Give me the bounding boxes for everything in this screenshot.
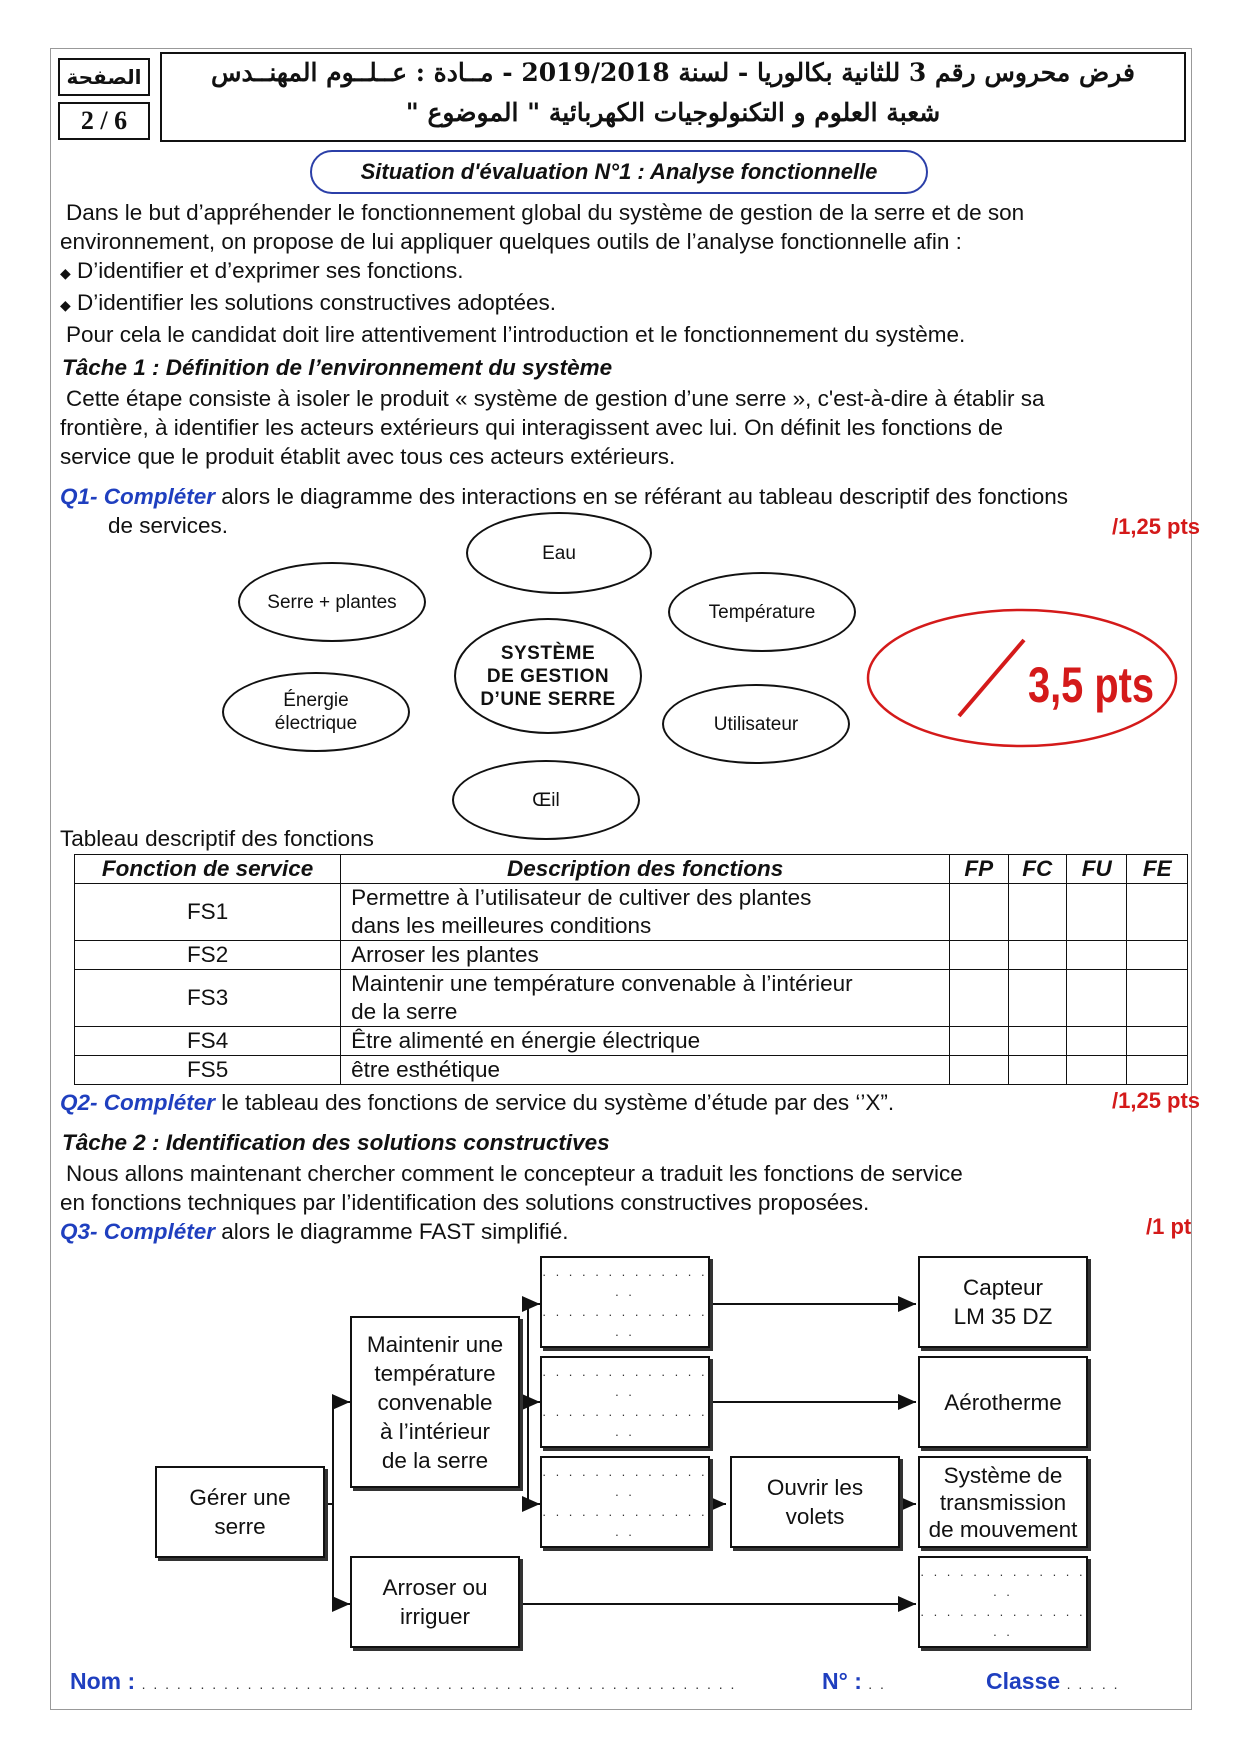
task1-line: frontière, à identifier les acteurs extérieurs qui interagissent avec lui. On définit les fonctions de bbox=[60, 415, 1003, 440]
box-label: Gérer une bbox=[189, 1485, 291, 1510]
header-title-line1: فرض محروس رقم 3 للثانية بكالوريا - لسنة 2019/2018 - مــادة : عــلــوم المهنــدس bbox=[211, 58, 1135, 87]
page-number: 2 / 6 bbox=[58, 102, 150, 140]
box-label: Ouvrir les bbox=[766, 1475, 864, 1500]
fast-blank-function-2[interactable] bbox=[540, 1356, 710, 1448]
box-label: serre bbox=[214, 1514, 266, 1539]
task2-line: en fonctions techniques par l’identification des solutions constructives proposées. bbox=[60, 1190, 870, 1215]
fs-id: FS1 bbox=[75, 884, 341, 941]
blank-line: . . . . . . . . . . . . . . . bbox=[542, 1304, 708, 1339]
q3-text: alors le diagramme FAST simplifié. bbox=[221, 1219, 569, 1244]
box-label: volets bbox=[785, 1504, 845, 1529]
page-label: الصفحة bbox=[58, 58, 150, 96]
blank-line: . . . . . . . . . . . . . . . bbox=[920, 1604, 1086, 1639]
box-label: Maintenir une bbox=[366, 1331, 504, 1357]
box-label: convenable bbox=[377, 1389, 493, 1415]
box-label: à l’intérieur bbox=[379, 1418, 491, 1444]
box-label: de la serre bbox=[381, 1447, 489, 1473]
fast-heater bbox=[918, 1356, 1088, 1448]
actor-label: Température bbox=[708, 601, 816, 623]
q1-text-line2: de services. bbox=[108, 513, 229, 538]
box-label: Système de bbox=[943, 1462, 1063, 1488]
box-label: Arroser ou bbox=[382, 1575, 488, 1600]
bullet-text: D’identifier les solutions constructives adoptées. bbox=[77, 290, 557, 315]
system-label: SYSTÈME bbox=[500, 642, 596, 664]
column-header: Description des fonctions bbox=[341, 855, 950, 884]
desc-line: Maintenir une température convenable à l’intérieur bbox=[351, 971, 853, 996]
task2-title: Tâche 2 : Identification des solutions constructives bbox=[62, 1130, 610, 1155]
column-header: FE bbox=[1127, 855, 1188, 884]
fast-blank-function-1[interactable] bbox=[540, 1256, 710, 1348]
q2-points: /1,25 pts bbox=[1112, 1088, 1201, 1113]
q3-label: Q3- Compléter bbox=[60, 1219, 216, 1244]
fs-id: FS5 bbox=[75, 1056, 341, 1085]
fast-water bbox=[350, 1556, 520, 1648]
actor-label: électrique bbox=[274, 713, 358, 734]
bullet-icon: ◆ bbox=[60, 265, 71, 281]
nom-field[interactable]: . . . . . . . . . . . . . . . . . . . . . . . . . . . . . . . . . . . . . . . . . . . . . . . . . . . bbox=[141, 1676, 737, 1692]
bullet-icon: ◆ bbox=[60, 297, 71, 313]
bullet-text: D’identifier et d’exprimer ses fonctions. bbox=[77, 258, 464, 283]
q2-text: le tableau des fonctions de service du système d’étude par des ‘’X”. bbox=[221, 1090, 895, 1115]
actor-label: Énergie bbox=[283, 690, 349, 711]
stamp-text: 3,5 pts bbox=[1028, 657, 1154, 713]
situation-title: Situation d'évaluation N°1 : Analyse fonctionnelle bbox=[310, 150, 928, 194]
task1-line: service que le produit établit avec tous ces acteurs extérieurs. bbox=[60, 444, 676, 469]
box-label: Aérotherme bbox=[944, 1389, 1062, 1415]
footer-numero[interactable] bbox=[822, 1668, 886, 1695]
fs-description: Être alimenté en énergie électrique bbox=[341, 1027, 950, 1056]
fs-description: Arroser les plantes bbox=[341, 941, 950, 970]
fast-transmission bbox=[918, 1456, 1088, 1548]
footer-nom[interactable] bbox=[70, 1668, 736, 1695]
blank-line: . . . . . . . . . . . . . . . bbox=[542, 1504, 708, 1539]
column-header: FC bbox=[1008, 855, 1066, 884]
fast-maintain-temperature bbox=[350, 1316, 520, 1488]
fast-blank-solution[interactable] bbox=[918, 1556, 1088, 1648]
system-label: DE GESTION bbox=[486, 665, 610, 687]
column-header: FU bbox=[1067, 855, 1127, 884]
box-label: de mouvement bbox=[928, 1516, 1078, 1542]
fast-sensor bbox=[918, 1256, 1088, 1348]
num-label: N° : bbox=[822, 1668, 862, 1694]
box-label: LM 35 DZ bbox=[953, 1304, 1053, 1329]
nom-label: Nom : bbox=[70, 1668, 136, 1694]
blank-line: . . . . . . . . . . . . . . . bbox=[920, 1564, 1086, 1599]
fast-blank-function-3[interactable] bbox=[540, 1456, 710, 1548]
actor-label: Utilisateur bbox=[713, 713, 799, 735]
num-field[interactable]: . . bbox=[868, 1676, 886, 1692]
fs-id: FS3 bbox=[75, 970, 341, 1027]
system-label: D’UNE SERRE bbox=[480, 688, 616, 710]
blank-line: . . . . . . . . . . . . . . . bbox=[542, 1364, 708, 1399]
box-label: transmission bbox=[939, 1489, 1067, 1515]
fs-description: être esthétique bbox=[341, 1056, 950, 1085]
table-caption: Tableau descriptif des fonctions bbox=[60, 826, 374, 851]
fast-root bbox=[155, 1466, 325, 1558]
footer-classe[interactable] bbox=[986, 1668, 1120, 1695]
intro-line: environnement, on propose de lui appliquer quelques outils de l’analyse fonctionnelle afin : bbox=[60, 229, 962, 254]
task1-line: Cette étape consiste à isoler le produit « système de gestion d’une serre », c'est-à-dire à établir sa bbox=[66, 386, 1045, 411]
q1-points: /1,25 pts bbox=[1112, 514, 1201, 539]
intro-line: Pour cela le candidat doit lire attentivement l’introduction et le fonctionnement du système. bbox=[66, 322, 966, 347]
blank-line: . . . . . . . . . . . . . . . bbox=[542, 1464, 708, 1499]
column-header: Fonction de service bbox=[75, 855, 341, 884]
desc-line: Permettre à l’utilisateur de cultiver des plantes bbox=[351, 885, 812, 910]
box-label: irriguer bbox=[399, 1604, 470, 1629]
q3-points: /1 pt bbox=[1146, 1214, 1192, 1239]
q1-label: Q1- Compléter bbox=[60, 484, 216, 509]
task1-title: Tâche 1 : Définition de l’environnement du système bbox=[62, 355, 613, 380]
fs-id: FS4 bbox=[75, 1027, 341, 1056]
classe-field[interactable]: . . . . . bbox=[1066, 1676, 1120, 1692]
classe-label: Classe bbox=[986, 1668, 1061, 1694]
fs-id: FS2 bbox=[75, 941, 341, 970]
desc-line: de la serre bbox=[351, 999, 458, 1024]
q2-label: Q2- Compléter bbox=[60, 1090, 216, 1115]
header-title-line2: شعبة العلوم و التكنولوجيات الكهربائية " الموضوع " bbox=[405, 98, 941, 127]
actor-label: Œil bbox=[532, 789, 560, 811]
box-label: température bbox=[374, 1360, 496, 1386]
blank-line: . . . . . . . . . . . . . . . bbox=[542, 1404, 708, 1439]
fast-open-shutters bbox=[730, 1456, 900, 1548]
actor-label: Eau bbox=[542, 542, 576, 564]
box-label: Capteur bbox=[962, 1275, 1044, 1300]
q1-text: alors le diagramme des interactions en se référant au tableau descriptif des fonctions bbox=[221, 484, 1069, 509]
task2-line: Nous allons maintenant chercher comment le concepteur a traduit les fonctions de service bbox=[66, 1161, 963, 1186]
blank-line: . . . . . . . . . . . . . . . bbox=[542, 1264, 708, 1299]
actor-label: Serre + plantes bbox=[267, 591, 397, 613]
intro-line: Dans le but d’appréhender le fonctionnement global du système de gestion de la serre et de son bbox=[66, 200, 1025, 225]
column-header: FP bbox=[950, 855, 1008, 884]
desc-line: dans les meilleures conditions bbox=[351, 913, 652, 938]
